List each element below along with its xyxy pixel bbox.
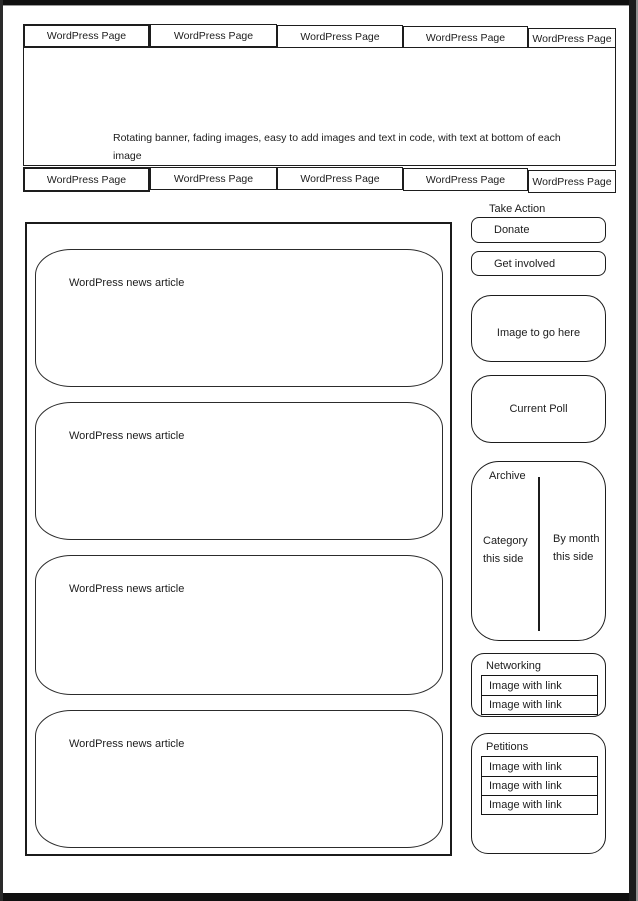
tab-wordpress-page-bottom-4[interactable]: WordPress Page — [403, 168, 528, 191]
news-article-label: WordPress news article — [69, 583, 185, 595]
image-placeholder-label: Image to go here — [496, 326, 581, 339]
petitions-panel — [471, 733, 606, 854]
networking-panel — [471, 653, 606, 717]
get-involved-button-label: Get involved — [494, 257, 556, 270]
take-action-heading: Take Action — [489, 203, 546, 215]
donate-button-label: Donate — [494, 224, 530, 236]
current-poll-box[interactable] — [471, 375, 606, 443]
tab-wordpress-page-bottom-3[interactable]: WordPress Page — [277, 167, 403, 190]
tab-wordpress-page-top-2[interactable]: WordPress Page — [150, 24, 277, 47]
news-article-card-1[interactable] — [35, 249, 443, 387]
petitions-image-link-3[interactable]: Image with link — [482, 795, 597, 814]
petitions-link-table — [481, 756, 598, 815]
get-involved-button[interactable] — [471, 251, 606, 276]
news-article-card-2[interactable] — [35, 402, 443, 540]
page-frame-top — [0, 0, 638, 5]
archive-month-note: By month this side — [553, 533, 600, 563]
news-article-card-3[interactable] — [35, 555, 443, 695]
networking-link-table — [481, 675, 598, 715]
archive-title: Archive — [489, 470, 526, 482]
donate-button[interactable] — [471, 217, 606, 243]
image-placeholder-box[interactable] — [471, 295, 606, 362]
archive-category-note: Category this side — [483, 535, 528, 565]
archive-panel — [471, 461, 606, 641]
news-article-card-4[interactable] — [35, 710, 443, 848]
current-poll-label: Current Poll — [509, 403, 568, 415]
page-frame-right — [629, 0, 638, 901]
page-frame-left — [0, 0, 3, 901]
petitions-title: Petitions — [486, 741, 529, 753]
tab-wordpress-page-top-5[interactable]: WordPress Page — [528, 28, 616, 49]
tab-wordpress-page-bottom-2[interactable]: WordPress Page — [150, 167, 277, 190]
networking-image-link-2[interactable]: Image with link — [482, 695, 597, 714]
tab-wordpress-page-bottom-5[interactable]: WordPress Page — [528, 170, 616, 193]
tab-wordpress-page-top-1[interactable]: WordPress Page — [23, 24, 150, 48]
tab-wordpress-page-bottom-1[interactable]: WordPress Page — [23, 167, 150, 192]
rotating-banner — [23, 47, 616, 166]
news-article-label: WordPress news article — [69, 430, 185, 442]
petitions-image-link-1[interactable]: Image with link — [489, 760, 562, 773]
tab-wordpress-page-top-4[interactable]: WordPress Page — [403, 26, 528, 49]
page-frame-bottom — [0, 893, 638, 901]
banner-description: Rotating banner, fading images, easy to add images and text in code, with text at bottom of each image — [113, 132, 561, 162]
networking-title: Networking — [486, 660, 542, 672]
tab-wordpress-page-top-3[interactable]: WordPress Page — [277, 25, 403, 48]
petitions-image-link-2[interactable]: Image with link — [482, 776, 597, 795]
networking-image-link-1[interactable]: Image with link — [489, 679, 562, 692]
news-article-label: WordPress news article — [69, 738, 185, 750]
news-article-label: WordPress news article — [69, 277, 185, 289]
